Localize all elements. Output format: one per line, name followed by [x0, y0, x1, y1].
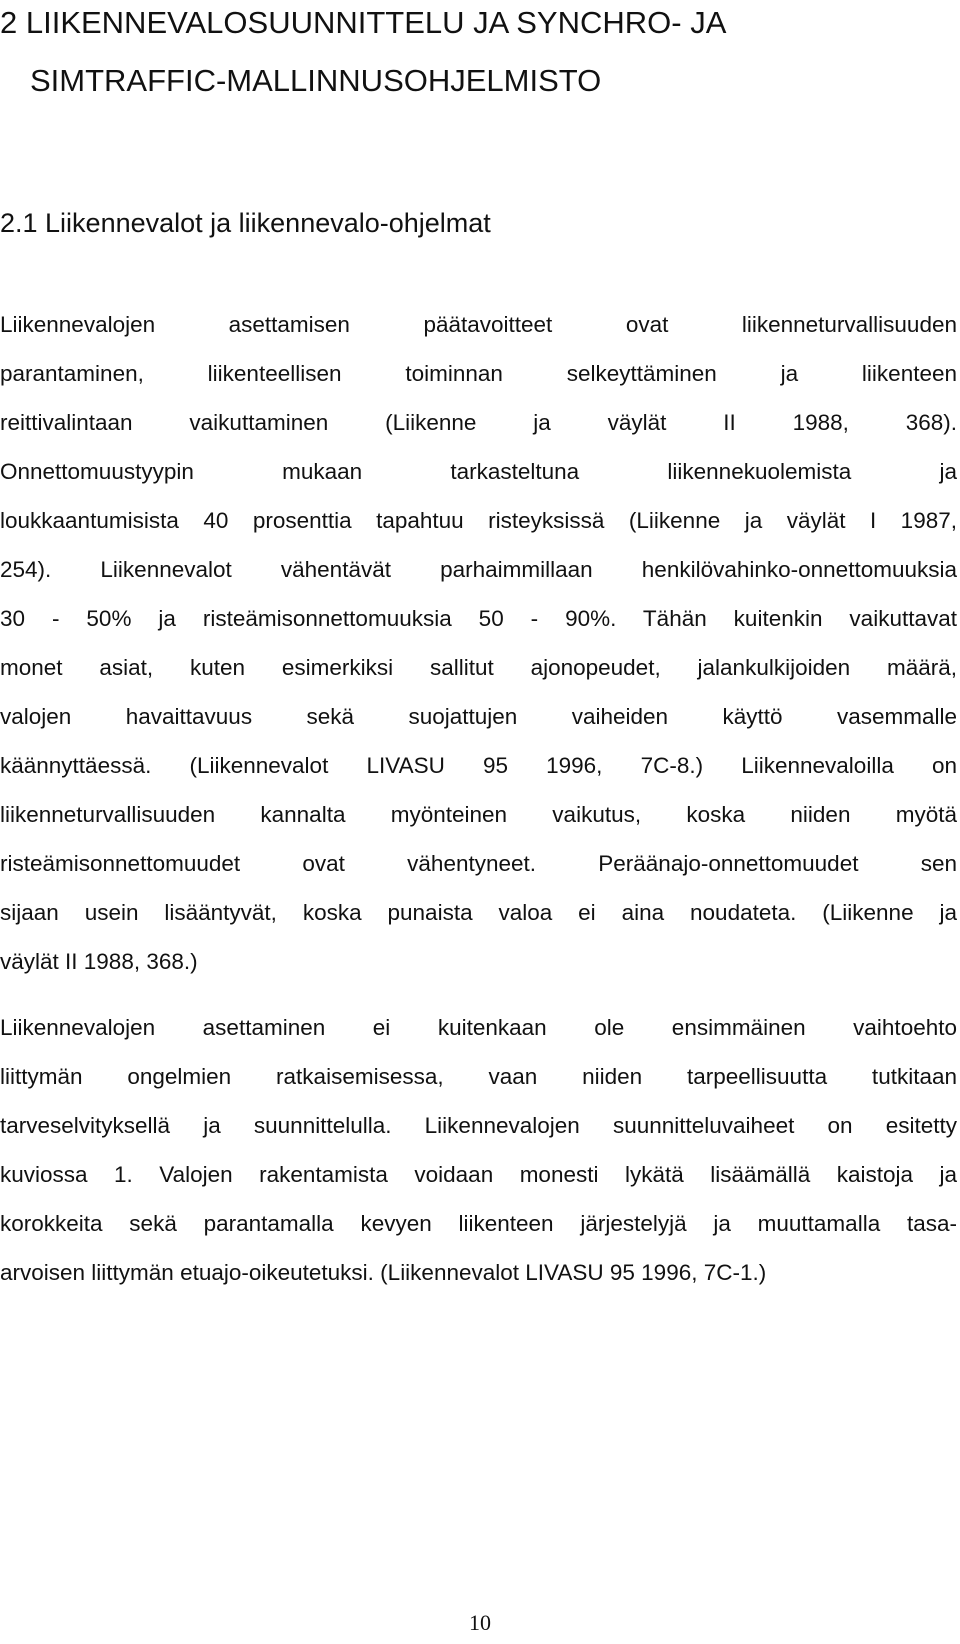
chapter-title-line-1: 2 LIIKENNEVALOSUUNNITTELU JA SYNCHRO- JA	[0, 5, 727, 40]
paragraph-1	[0, 300, 957, 986]
paragraph-line: väylät II 1988, 368.)	[0, 949, 198, 974]
paragraph-line: risteämisonnettomuudet ovat vähentyneet. Peräänajo-onnettomuudet sen	[0, 851, 957, 876]
paragraph-line: Liikennevalojen asettamisen päätavoitteet ovat liikenneturvallisuuden	[0, 312, 957, 337]
paragraph-2	[0, 1003, 957, 1297]
paragraph-line: loukkaantumisista 40 prosenttia tapahtuu risteyksissä (Liikenne ja väylät I 1987,	[0, 508, 957, 533]
paragraph-line: käännyttäessä. (Liikennevalot LIVASU 95 1996, 7C-8.) Liikennevaloilla on	[0, 753, 957, 778]
paragraph-line: valojen havaittavuus sekä suojattujen vaiheiden käyttö vasemmalle	[0, 704, 957, 729]
paragraph-line: 254). Liikennevalot vähentävät parhaimmillaan henkilövahinko-onnettomuuksia	[0, 557, 957, 582]
paragraph-line: monet asiat, kuten esimerkiksi sallitut ajonopeudet, jalankulkijoiden määrä,	[0, 655, 957, 680]
paragraph-line: liittymän ongelmien ratkaisemisessa, vaan niiden tarpeellisuutta tutkitaan	[0, 1064, 957, 1089]
chapter-title	[0, 0, 930, 110]
paragraph-line: 30 - 50% ja risteämisonnettomuuksia 50 - 90%. Tähän kuitenkin vaikuttavat	[0, 606, 957, 631]
paragraph-line: sijaan usein lisääntyvät, koska punaista valoa ei aina noudateta. (Liikenne ja	[0, 900, 957, 925]
page-number: 10	[469, 1610, 491, 1635]
paragraph-line: Liikennevalojen asettaminen ei kuitenkaan ole ensimmäinen vaihtoehto	[0, 1015, 957, 1040]
paragraph-line: reittivalintaan vaikuttaminen (Liikenne ja väylät II 1988, 368).	[0, 410, 957, 435]
paragraph-line: Onnettomuustyypin mukaan tarkasteltuna liikennekuolemista ja	[0, 459, 957, 484]
paragraph-line: arvoisen liittymän etuajo-oikeutetuksi. (Liikennevalot LIVASU 95 1996, 7C-1.)	[0, 1260, 767, 1285]
paragraph-line: tarveselvityksellä ja suunnittelulla. Liikennevalojen suunnitteluvaiheet on esitetty	[0, 1113, 957, 1138]
chapter-title-line-2: SIMTRAFFIC-MALLINNUSOHJELMISTO	[30, 63, 602, 98]
section-title: 2.1 Liikennevalot ja liikennevalo-ohjelmat	[0, 208, 491, 238]
paragraph-line: korokkeita sekä parantamalla kevyen liikenteen järjestelyjä ja muuttamalla tasa-	[0, 1211, 957, 1236]
paragraph-line: parantaminen, liikenteellisen toiminnan selkeyttäminen ja liikenteen	[0, 361, 957, 386]
paragraph-line: kuviossa 1. Valojen rakentamista voidaan monesti lykätä lisäämällä kaistoja ja	[0, 1162, 957, 1187]
paragraph-line: liikenneturvallisuuden kannalta myönteinen vaikutus, koska niiden myötä	[0, 802, 957, 827]
